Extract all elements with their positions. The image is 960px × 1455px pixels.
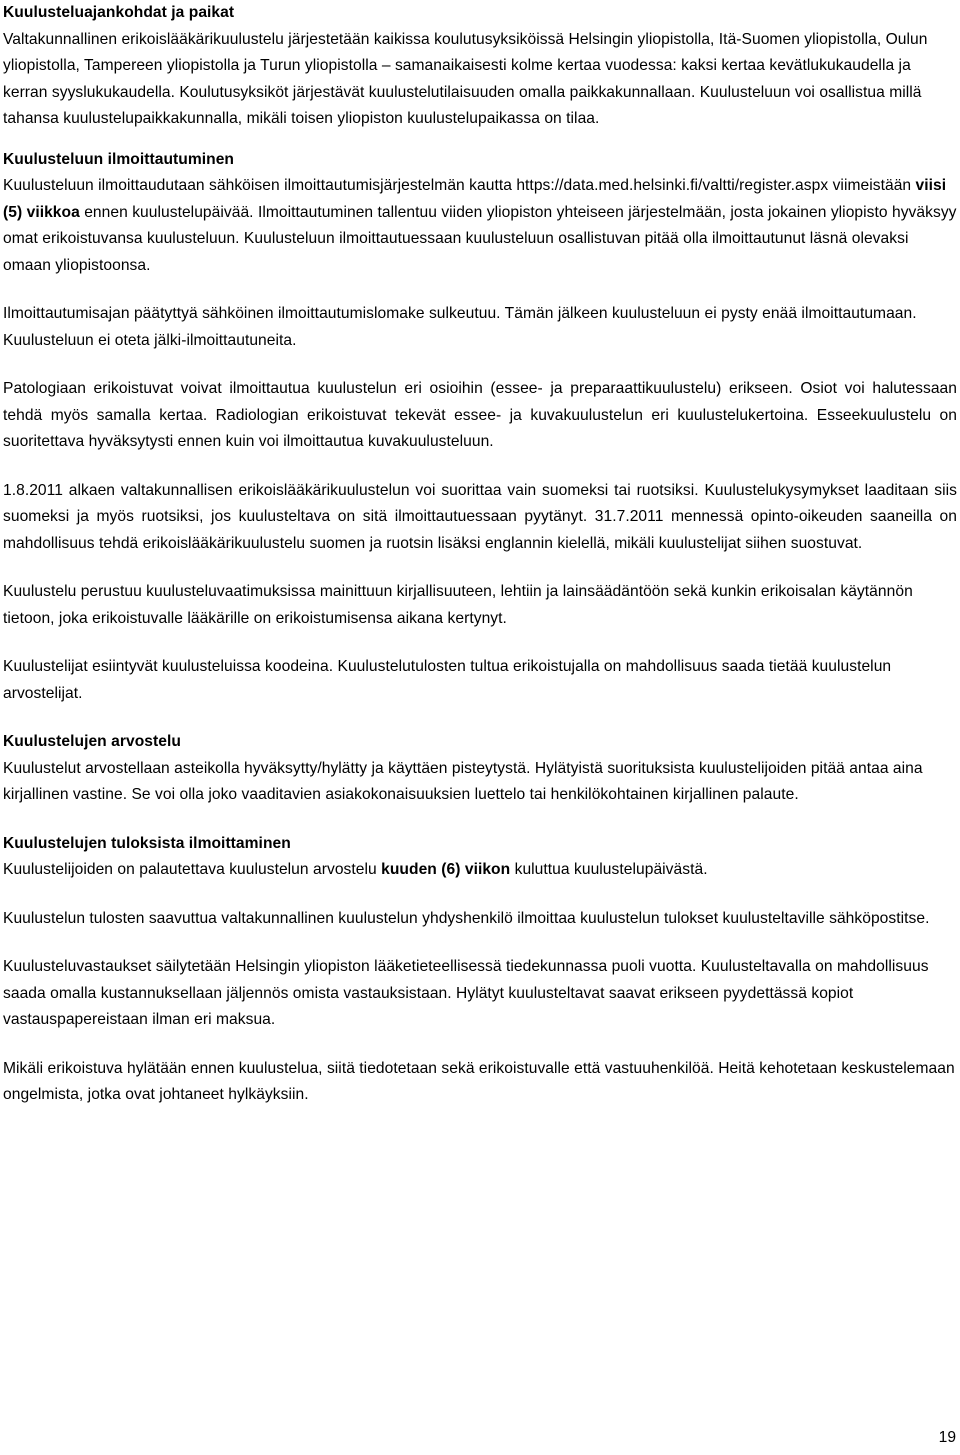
paragraph-results-notification: Kuulustelun tulosten saavuttua valtakunnallinen kuulustelun yhdyshenkilö ilmoittaa kuulustelun tulokset kuulusteltaville sähköpostitse.: [3, 909, 930, 927]
paragraph-registration: [3, 173, 957, 279]
paragraph-exam-language: 1.8.2011 alkaen valtakunnallisen erikoislääkärikuulustelun voi suorittaa vain suomeksi tai ruotsiksi. Kuulustelukysymykset laaditaan siis suomeksi ja myös ruotsiksi, jos kuulusteltava on sitä ilmoittautuessaan pyytänyt. 31.7.2011 mennessä opinto-oikeuden saaneilla on mahdollisuus tehdä erikoislääkärikuulustelu suomen ja ruotsin lisäksi englannin kielellä, mikäli kuulustelijat siihen suostuvat.: [3, 481, 957, 552]
registration-link[interactable]: https://data.med.helsinki.fi/valtti/register.aspx: [516, 177, 829, 194]
section-heading-results: Kuulustelujen tuloksista ilmoittaminen: [3, 834, 291, 852]
paragraph-exam-basis: Kuulustelu perustuu kuulusteluvaatimuksissa mainittuun kirjallisuuteen, lehtiin ja lainsäädäntöön sekä kunkin erikoisalan käytännön tietoon, joka erikoistuvalle lääkärille on erikoistumisensa aikana kertynyt.: [3, 583, 913, 627]
section-heading-exam-times: Kuulusteluajankohdat ja paikat: [3, 4, 235, 21]
paragraph-rejection: Mikäli erikoistuva hylätään ennen kuulustelua, siitä tiedotetaan sekä erikoistuvalle että vastuuhenkilöä. Heitä kehotetaan keskustelemaan ongelmista, jotka ovat johtaneet hylkäyksiin.: [3, 1059, 955, 1103]
document-page: [3, 0, 957, 1109]
registration-text-end: ennen kuulustelupäivää. Ilmoittautuminen tallentuu viiden yliopiston yhteiseen järjestelmään, josta jokainen yliopisto hyväksyy omat erikoistuvansa kuulusteluun. Kuulusteluun ilmoittautuessaan kuulusteluun osallistuvan pitää olla ilmoittautunut läsnä olevaksi omaan yliopistoonsa.: [3, 203, 957, 274]
paragraph-results-deadline: [3, 857, 957, 884]
paragraph-exam-times: Valtakunnallinen erikoislääkärikuulustelu järjestetään kaikissa koulutusyksiköissä Helsingin yliopistolla, Itä-Suomen yliopistolla, Oulun yliopistolla, Tampereen yliopistolla ja Turun yliopistolla – samanaikaisesti kolme kertaa vuodessa: kaksi kertaa kevätlukukaudella ja kerran syyslukukaudella. Koulutusyksiköt järjestävät kuulustelutilaisuuden omalla paikkakunnallaan. Kuulusteluun voi osallistua millä tahansa kuulustelupaikkakunnalla, mikäli toisen yliopiston kuulustelupaikassa on tilaa.: [3, 30, 928, 127]
paragraph-registration-closing: Ilmoittautumisajan päätyttyä sähköinen ilmoittautumislomake sulkeutuu. Tämän jälkeen kuulusteluun ei pysty enää ilmoittautumaan. Kuulusteluun ei oteta jälki-ilmoittautuneita.: [3, 305, 917, 349]
paragraph-answer-storage: Kuulusteluvastaukset säilytetään Helsingin yliopiston lääketieteellisessä tiedekunnassa puoli vuotta. Kuulusteltavalla on mahdollisuus saada omalla kustannuksellaan jäljennös omista vastauksistaan. Hylätyt kuulusteltavat saavat erikseen pyydettässä kopiot vastauspapereistaan ilman eri maksua.: [3, 958, 929, 1028]
paragraph-examiners: Kuulustelijat esiintyvät kuulusteluissa koodeina. Kuulustelutulosten tultua erikoistujalla on mahdollisuus saada tietää kuulustelun arvostelijat.: [3, 658, 892, 702]
section-heading-grading: Kuulustelujen arvostelu: [3, 733, 181, 750]
paragraph-grading: Kuulustelut arvostellaan asteikolla hyväksytty/hylätty ja käyttäen pisteytystä. Hylätyistä suorituksista kuulustelijoiden pitää antaa aina kirjallinen vastine. Se voi olla joko vaaditavien asiakokonaisuuksien luettelo tai henkilökohtainen kirjallinen palaute.: [3, 759, 923, 803]
registration-text-mid: viimeistään: [828, 177, 916, 194]
paragraph-pathology-radiology: Patologiaan erikoistuvat voivat ilmoittautua kuulustelun eri osioihin (essee- ja preparaattikuulustelu) erikseen. Osiot voi halutessaan tehdä myös samalla kertaa. Radiologian erikoistuvat tekevät essee- ja kuvakuulustelun eri kuulustelukertoina. Esseekuulustelu on suoritettava hyväksytysti ennen kuin voi ilmoittautua kuvakuulusteluun.: [3, 380, 957, 450]
registration-deadline: viisi (5) viikkoa: [3, 177, 947, 221]
results-deadline: kuuden (6) viikon: [381, 861, 511, 878]
results-text-start: Kuulustelijoiden on palautettava kuulustelun arvostelu: [3, 861, 382, 878]
results-text-end: kuluttua kuulustelupäivästä.: [510, 861, 708, 878]
registration-text-start: Kuulusteluun ilmoittaudutaan sähköisen ilmoittautumisjärjestelmän kautta: [3, 177, 517, 194]
page-number: 19: [938, 1429, 956, 1446]
section-heading-registration: Kuulusteluun ilmoittautuminen: [3, 150, 235, 168]
